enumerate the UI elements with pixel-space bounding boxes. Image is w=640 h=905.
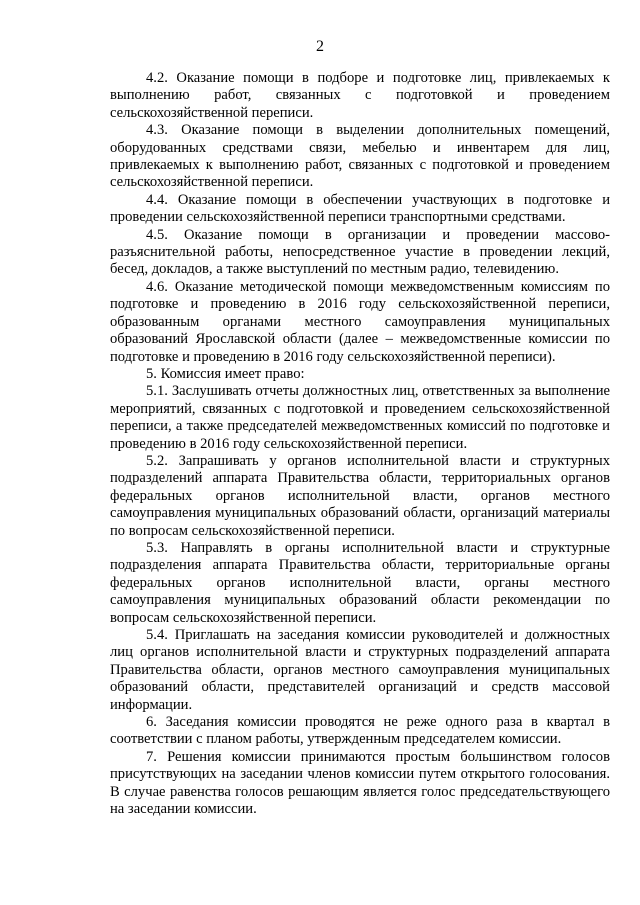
paragraph-4-4: 4.4. Оказание помощи в обеспечении участвующих в подготовке и проведении сельскохозяйственной переписи транспортными средствами. [110, 191, 610, 226]
paragraph-7: 7. Решения комиссии принимаются простым большинством голосов присутствующих на заседании членов комиссии путем открытого голосования. В случае равенства голосов решающим является голос председательствующего на заседании комиссии. [110, 748, 610, 818]
paragraph-4-6: 4.6. Оказание методической помощи межведомственным комиссиям по подготовке и проведению в 2016 году сельскохозяйственной переписи, образованным органами местного самоуправления муниципальных образований Ярославской области (далее – межведомственные комиссии по подготовке и проведению в 2016 году сельскохозяйственной переписи). [110, 278, 610, 365]
paragraph-4-5: 4.5. Оказание помощи в организации и проведении массово-разъяснительной работы, непосредственное участие в проведении лекций, бесед, докладов, а также выступлений по местным радио, телевидению. [110, 226, 610, 278]
document-body [110, 70, 610, 818]
paragraph-5: 5. Комиссия имеет право: [146, 365, 305, 382]
paragraph-5-2: 5.2. Запрашивать у органов исполнительной власти и структурных подразделений аппарата Правительства области, территориальных органов федеральных органов исполнительной власти, органов местного самоуправления муниципальных образований области, организаций материалы по вопросам сельскохозяйственной переписи. [110, 452, 610, 539]
paragraph-6: 6. Заседания комиссии проводятся не реже одного раза в квартал в соответствии с планом работы, утвержденным председателем комиссии. [110, 714, 610, 748]
paragraph-5-3: 5.3. Направлять в органы исполнительной власти и структурные подразделения аппарата Правительства области, территориальные органы федеральных органов исполнительной власти, органы местного самоуправления муниципальных образований области рекомендации по вопросам сельскохозяйственной переписи. [110, 539, 610, 626]
paragraph-4-2: 4.2. Оказание помощи в подборе и подготовке лиц, привлекаемых к выполнению работ, связанных с подготовкой и проведением сельскохозяйственной переписи. [110, 70, 610, 121]
paragraph-4-3: 4.3. Оказание помощи в выделении дополнительных помещений, оборудованных средствами связи, мебелью и инвентарем для лиц, привлекаемых к выполнению работ, связанных с подготовкой и проведением сельскохозяйственной переписи. [110, 122, 610, 191]
paragraph-5-4: 5.4. Приглашать на заседания комиссии руководителей и должностных лиц органов исполнительной власти и структурных подразделений аппарата Правительства области, органов местного самоуправления муниципальных образований области, представителей организаций и средств массовой информации. [110, 627, 610, 713]
page-number: 2 [316, 38, 324, 55]
paragraph-5-1: 5.1. Заслушивать отчеты должностных лиц, ответственных за выполнение мероприятий, связанных с подготовкой и проведением сельскохозяйственной переписи, а также председателей межведомственных комиссий по подготовке и проведению в 2016 году сельскохозяйственной переписи. [110, 383, 610, 452]
